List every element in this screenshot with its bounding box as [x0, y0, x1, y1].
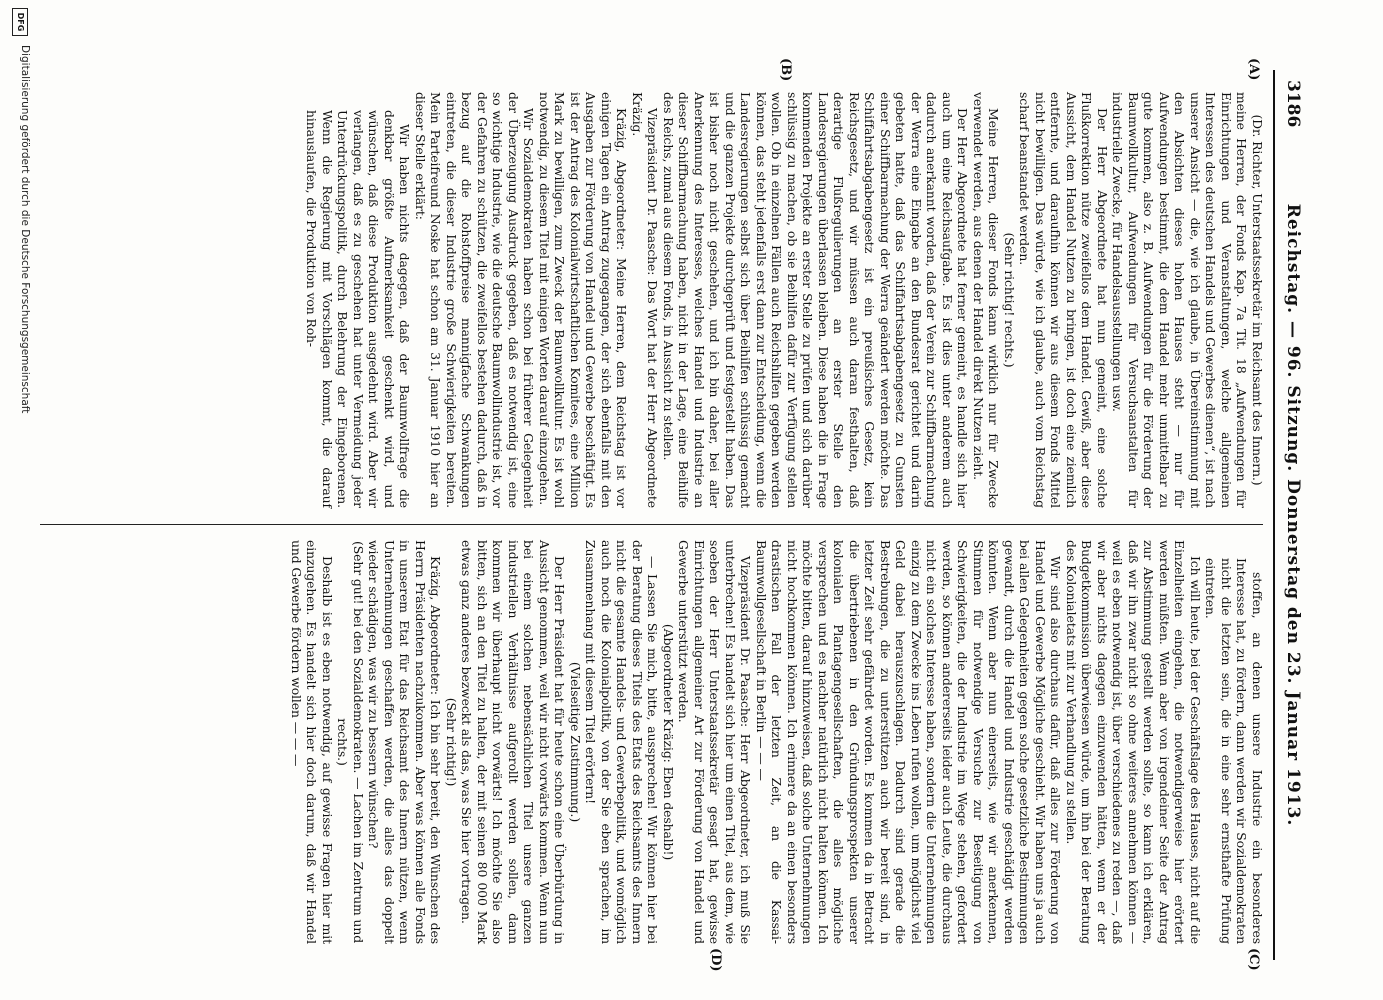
paragraph: Vizepräsident Dr. Paasche: Herr Abgeordneter, ich muß Sie unterbrechen! Es handelt sich hier um einen Titel, aus dem, wie soeben der Herr Unterstaatssekretär gesagt hat, gewisse Einrichtungen allgemeiner Art zur Förderung von Handel und Gewerbe unterstützt werden.	[676, 540, 754, 944]
page-header	[1271, 80, 1303, 950]
interjection: (Sehr richtig!)	[444, 697, 459, 787]
margin-marker-c: (C)	[1246, 948, 1261, 971]
page-number: 3186	[1283, 80, 1303, 128]
paragraph: Der Herr Abgeordnete hat ferner gemeint, es handle sich hier auch um eine Reichsaufgabe. Es ist dies unter anderem auch dadurch anerkannt worden, daß der Verein zur Schiffbarmachung der Werra eine Eingabe an den Bundesrat gerichtet und darin gebeten hatte, daß das Schiffahrtsabgabengesetz zu Gunsten einer Schiffbarmachung der Werra geändert werden möchte. Das Schiffahrtsabgabengesetz ist ein preußisches Gesetz, kein Reichsgesetz, und wir müssen auch daran festhalten, daß derartige Flußregulierungen an erster Stelle den Landesregierungen überlassen bleiben. Diese haben die in Frage kommenden Projekte an erster Stelle zu prüfen und sich darüber schlüssig zu machen, ob sie Beihilfen dafür zur Verfügung stellen wollen. Ob in einzelnen Fällen auch Reichshilfen gegeben werden können, das steht jedenfalls erst dann zur Entscheidung, wenn die Landesregierungen selbst sich über Beihilfen schlüssig gemacht und die ganzen Projekte durchgeprüft und festgestellt haben. Das ist bisher noch nicht geschehen, und ich bin daher, bei aller Anerkennung des Interesses, welches Handel und Industrie an dieser Schiffbarmachung haben, nicht in der Lage, eine Beihilfe des Reichs, zumal aus diesem Fonds, in Aussicht zu stellen.	[661, 92, 971, 508]
paragraph: Der Herr Abgeordnete hat nun gemeint, eine solche Flußkorrektion nütze zweifellos dem Handel. Gewiß, aber diese Aussicht, dem Handel Nutzen zu bringen, ist doch eine ziemlich entfernte, und daraufhin können wir aus diesem Fonds Mittel nicht bewilligen. Das würde, wie ich glaube, auch vom Reichstag scharf beanstandet werden.	[1017, 92, 1110, 508]
paragraph: Kräzig, Abgeordneter: Ich bin sehr bereit, den Wünschen des Herrn Präsidenten nachzukommen. Aber was können alle Fonds in unserem Etat für das Reichsamt des Innern nützen, wenn Unternehmungen geschaffen werden, die alles das doppelt wieder schädigen, was wir zu bessern wünschen?	[366, 540, 444, 944]
header-rule	[1273, 70, 1275, 960]
interjection: (Sehr richtig! rechts.)	[1002, 232, 1017, 368]
paragraph: Meine Herren, dieser Fonds kann wirklich nur für Zwecke verwendet werden, aus denen der Handel direkt Nutzen zieht.	[971, 92, 1002, 508]
quotation: Wir haben nichts dagegen, daß der Baumwollfrage die denkbar größte Aufmerksamkeit geschenkt wird, und wünschen, daß diese Produktion ausgedehnt wird. Aber wir verlangen, daß es zu geschehen hat unter Vermeidung jeder Unterdrückungspolitik, durch Belehrung der Eingeborenen. Wenn die Regierung mit Vorschlägen kommt, die darauf hinauslaufen, die Produktion von Roh-	[304, 110, 413, 508]
dfg-logo: DFG	[12, 8, 28, 36]
page-title: Reichstag. — 96. Sitzung. Donnerstag den 23. Januar 1913.	[1283, 203, 1303, 827]
paragraph: Wir Sozialdemokraten haben schon bei früherer Gelegenheit der Überzeugung Ausdruck gegeben, daß es notwendig ist, eine so wichtige Industrie, wie die deutsche Baumwollindustrie ist, vor der Gefahren zu schützen, die zweifellos bestehen dadurch, daß in bezug auf die Rohstoffpreise mannigfache Schwankungen eintreten, die dieser Industrie große Schwierigkeiten bereiten. Mein Parteifreund Noske hat schon am 31. Januar 1910 hier an dieser Stelle erklärt:	[413, 92, 537, 508]
paragraph: Deshalb ist es eben notwendig, auf gewisse Fragen hier mit einzugehen. Es handelt sich hier doch darum, daß wir Handel und Gewerbe fördern wollen — — —	[289, 540, 335, 944]
interjection: (Sehr gut! bei den Sozialdemokraten. — Lachen im Zentrum und rechts.)	[335, 540, 366, 944]
margin-marker-d: (D)	[708, 948, 723, 972]
digitization-note: Digitalisierung gefördert durch die Deutsche Forschungsgemeinschaft	[19, 45, 31, 414]
speaker-note: (Dr. Richter, Unterstaatssekretär im Reichsamt des Innern.)	[1250, 114, 1265, 486]
column-divider	[40, 524, 1263, 525]
interjection: (Abgeordneter Kräzig: Eben deshalb!)	[661, 623, 676, 861]
left-column	[60, 92, 1265, 508]
paragraph: meine Herren, der Fonds Kap. 7a Tit. 18 „Aufwendungen für Einrichtungen und Veranstaltungen, welche allgemeinen Interessen des deutschen Handels und Gewerbes dienen“, ist nach unserer Ansicht — die, wie ich glaube, in Übereinstimmung mit den Absichten dieses hohen Hauses steht — nur für Aufwendungen bestimmt, die dem Handel mehr unmittelbar zu gute kommen, also z. B. Aufwendungen für die Förderung der Baumwollkultur, Aufwendungen für Versuchsanstalten für industrielle Zwecke, für Handelsausstellungen usw.	[1110, 92, 1250, 508]
paragraph: — Lassen Sie mich, bitte, aussprechen! Wir können hier bei der Beratung dieses Titels des Etats des Reichsamts des Innern nicht die gesamte Handels- und Gewerbepolitik, und womöglich auch noch die Kolonialpolitik, von der Sie eben sprachen, im Zusammenhang mit diesem Titel erörtern!	[583, 540, 661, 944]
paragraph: Vizepräsident Dr. Paasche: Das Wort hat der Herr Abgeordnete Kräzig.	[630, 92, 661, 508]
paragraph: Ich will heute, bei der Geschäftslage des Hauses, nicht auf die Einzelheiten eingehen, die notwendigerweise hier erörtert werden müßten. Wenn aber von irgendeiner Seite der Antrag zur Abstimmung gestellt werden sollte, so kann ich erklären, daß wir ihn zwar nicht so ohne weiteres annehmen können — weil es eben notwendig ist, über verschiedenes zu reden —, daß wir aber nichts dagegen einzuwenden hätten, wenn er der Budgetkommission überwiesen würde, um ihn bei der Beratung des Kolonialetats mit zur Verhandlung zu stellen.	[1064, 540, 1203, 944]
margin-marker-b: (B)	[778, 58, 793, 82]
paragraph: Kräzig, Abgeordneter: Meine Herren, dem Reichstag ist vor einigen Tagen ein Antrag zugegangen, der sich ebenfalls mit den Ausgaben zur Förderung von Handel und Gewerbe beschäftigt. Es ist der Antrag des Kolonialwirtschaftlichen Komitees, eine Million Mark zu bewilligen, zum Zweck der Baumwollkultur. Es ist wohl notwendig, zu diesem Titel mit einigen Worten darauf einzugehen.	[537, 92, 630, 508]
right-column	[60, 540, 1265, 944]
paragraph: Der Herr Präsident hat für heute schon eine Überbürdung in Aussicht genommen, weil wir nicht vorwärts kommen. Wenn nun bei einem solchen nebensächlichen Titel unsere ganzen industriellen Verhältnisse aufgerollt werden sollen, dann kommen wir überhaupt nicht vorwärts! Ich möchte Sie also bitten, sich an den Titel zu halten, der mit seinen 80 000 Mark etwas ganz anderes bezweckt als das, was Sie hier vortragen.	[459, 540, 568, 944]
margin-marker-a: (A)	[1246, 58, 1261, 81]
quotation: stoffen, an denen unsere Industrie ein besonderes Interesse hat, zu fördern, dann werden wir Sozialdemokraten nicht die letzten sein, die in eine sehr ernsthafte Prüfung eintreten.	[1203, 558, 1265, 944]
interjection: (Vielseitige Zustimmung.)	[568, 661, 583, 823]
paragraph: Wir sind also durchaus dafür, daß alles zur Förderung von Handel und Gewerbe Mögliche geschieht. Wir haben uns ja auch bei allen Gelegenheiten gegen solche gesetzliche Bestimmungen gewandt, durch die Handel und Industrie geschädigt werden könnten. Wenn aber nun einerseits, wie wir anerkennen, Stimmen für notwendige Versuche zur Beseitigung von Schwierigkeiten, die der Industrie im Wege stehen, gefordert werden, so können andererseits leider auch Leute, die durchaus nicht ein solches Interesse haben, sondern die Unternehmungen einzig zu dem Zwecke ins Leben rufen wollen, um möglichst viel Geld dabei herauszuschlagen. Dadurch sind gerade die Bestrebungen, die zu unterstützen auch wir bereit sind, in letzter Zeit sehr gefährdet worden. Es kommen da in Betracht die übertriebenen in den Gründungsprospekten unserer kolonialen Plantagengesellschaften, die alles mögliche versprechen und es nachher natürlich nicht halten können. Ich möchte bitten, darauf hinzuweisen, daß solche Unternehmungen nicht hochkommen können. Ich erinnere da an einen besonders drastischen Fall der letzten Zeit, an die Kassai-Baumwollgesellschaft in Berlin — — —	[754, 540, 1064, 944]
